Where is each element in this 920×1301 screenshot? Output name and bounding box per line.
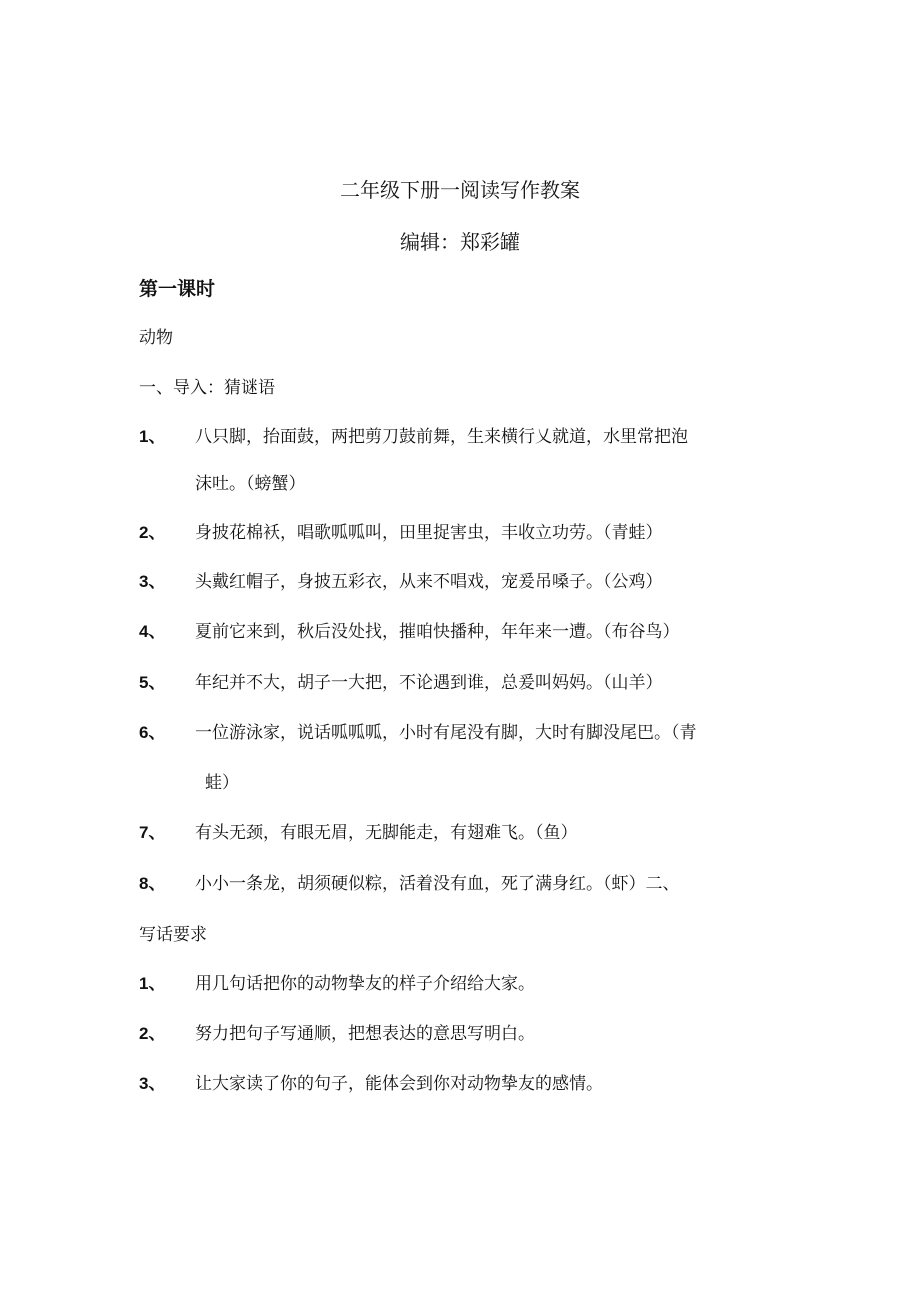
riddle-text: 夏前它来到，秋后没处找，摧咱快播种，年年来一遭。（布谷鸟）: [195, 622, 680, 642]
list-number: 3、: [139, 1074, 166, 1093]
lesson-heading: 第一课时: [139, 278, 216, 300]
requirement-text: 让大家读了你的句子，能体会到你对动物挚友的感情。: [195, 1074, 603, 1094]
riddle-text: 八只脚，抬面鼓，两把剪刀鼓前舞，生来横行乂就道，水里常把泡: [195, 427, 688, 447]
riddle-text: 年纪并不大，胡子一大把，不论遇到谁，总爰叫妈妈。（山羊）: [195, 673, 663, 693]
riddle-item: [139, 621, 799, 645]
riddle-item: [139, 672, 799, 696]
riddle-continuation: 沫吐。（螃蟹）: [195, 474, 306, 494]
riddle-text: 小小一条龙，胡须硬似粽，活着没有血，死了满身红。（虾）二、: [195, 874, 680, 894]
document-title: 二年级下册一阅读写作教案: [340, 178, 580, 202]
requirement-item: [139, 973, 799, 997]
riddle-text: 一位游泳家，说话呱呱呱，小时有尾没有脚，大时有脚没尾巴。（青: [195, 723, 697, 743]
part2-heading: 写话要求: [139, 925, 207, 945]
editor-line: 编辑：郑彩罐: [400, 230, 520, 254]
requirement-item: [139, 1023, 799, 1047]
list-number: 3、: [139, 572, 166, 591]
riddle-text: 头戴红帽子，身披五彩衣，从来不唱戏，宠爰吊嗓子。（公鸡）: [195, 572, 663, 592]
riddle-continuation: 蛙）: [205, 773, 239, 793]
list-number: 2、: [139, 523, 166, 542]
requirement-item: [139, 1073, 799, 1097]
list-number: 4、: [139, 622, 166, 641]
list-number: 2、: [139, 1024, 166, 1043]
riddle-text: 有头无颈，有眼无眉，无脚能走，有翅难飞。（鱼）: [195, 823, 578, 843]
list-number: 8、: [139, 874, 166, 893]
part1-heading: 一、导入：猜谜语: [139, 378, 275, 398]
topic-label: 动物: [139, 328, 173, 348]
list-number: 7、: [139, 823, 166, 842]
riddle-item: [139, 722, 799, 746]
list-number: 6、: [139, 723, 166, 742]
riddle-item: [139, 571, 799, 595]
riddle-item: [139, 522, 799, 546]
riddle-text: 身披花棉袄，唱歌呱呱叫，田里捉害虫，丰收立功劳。（青蛙）: [195, 523, 663, 543]
list-number: 1、: [139, 427, 166, 446]
requirement-text: 用几句话把你的动物挚友的样子介绍给大家。: [195, 974, 535, 994]
riddle-item: [139, 426, 799, 450]
riddle-item: [139, 822, 799, 846]
riddle-item: [139, 873, 799, 897]
list-number: 5、: [139, 673, 166, 692]
list-number: 1、: [139, 974, 166, 993]
requirement-text: 努力把句子写通顺，把想表达的意思写明白。: [195, 1024, 535, 1044]
